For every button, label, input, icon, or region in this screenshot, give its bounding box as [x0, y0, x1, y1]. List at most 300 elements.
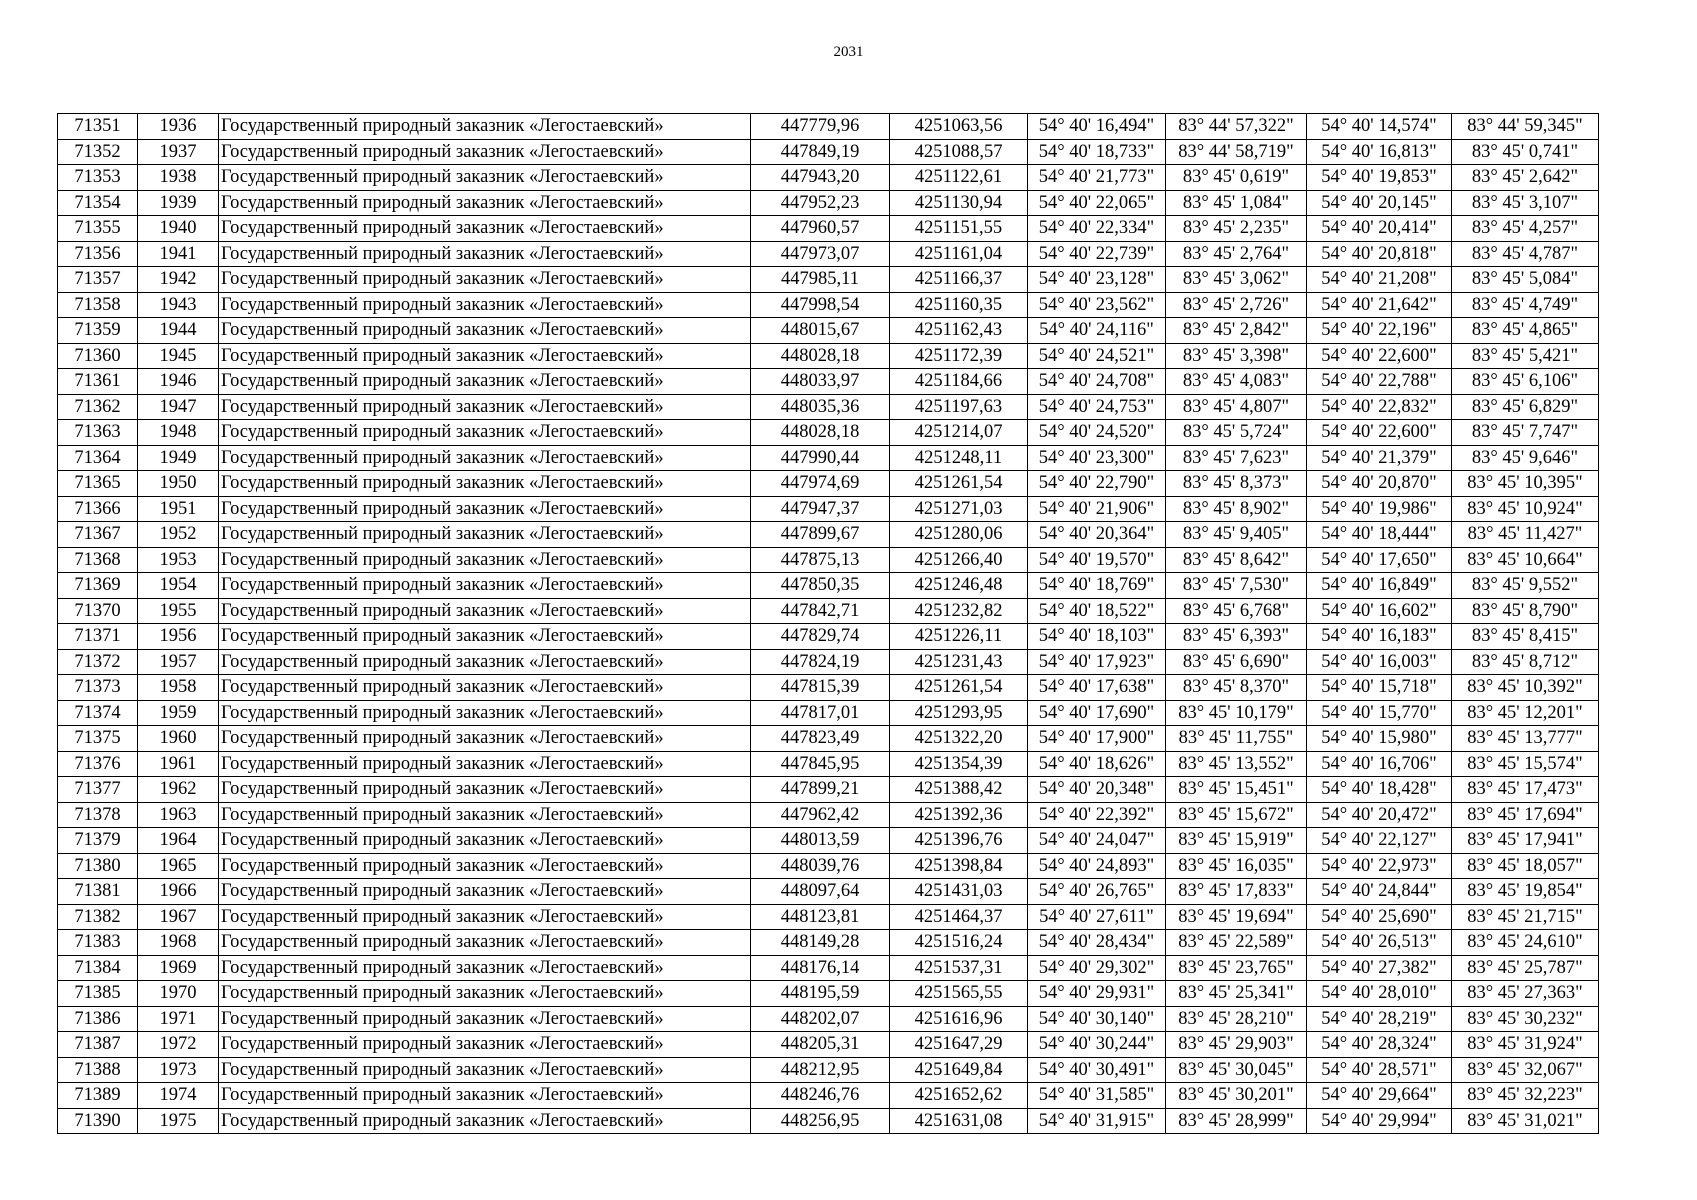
cell-x-coordinate: 447952,23 — [751, 190, 890, 216]
cell-longitude-1: 83° 45' 15,919" — [1166, 828, 1307, 854]
table-row — [58, 598, 1599, 624]
cell-y-coordinate: 4251151,55 — [890, 216, 1028, 242]
cell-latitude-2: 54° 40' 14,574" — [1307, 114, 1452, 140]
cell-latitude-2: 54° 40' 21,379" — [1307, 445, 1452, 471]
cell-latitude-2: 54° 40' 20,818" — [1307, 241, 1452, 267]
cell-row-number: 71378 — [58, 802, 138, 828]
cell-y-coordinate: 4251565,55 — [890, 981, 1028, 1007]
cell-point-number: 1959 — [138, 700, 219, 726]
cell-y-coordinate: 4251537,31 — [890, 955, 1028, 981]
cell-latitude-1: 54° 40' 22,065" — [1028, 190, 1166, 216]
cell-point-number: 1955 — [138, 598, 219, 624]
cell-longitude-1: 83° 45' 8,902" — [1166, 496, 1307, 522]
cell-x-coordinate: 447779,96 — [751, 114, 890, 140]
cell-longitude-1: 83° 45' 30,201" — [1166, 1083, 1307, 1109]
cell-longitude-2: 83° 45' 10,664" — [1452, 547, 1599, 573]
cell-latitude-2: 54° 40' 19,853" — [1307, 165, 1452, 191]
table-row — [58, 675, 1599, 701]
cell-x-coordinate: 447974,69 — [751, 471, 890, 497]
page-number: 2031 — [833, 44, 864, 60]
cell-y-coordinate: 4251246,48 — [890, 573, 1028, 599]
cell-latitude-2: 54° 40' 29,664" — [1307, 1083, 1452, 1109]
cell-row-number: 71353 — [58, 165, 138, 191]
cell-x-coordinate: 448097,64 — [751, 879, 890, 905]
cell-point-number: 1949 — [138, 445, 219, 471]
cell-y-coordinate: 4251398,84 — [890, 853, 1028, 879]
cell-x-coordinate: 448013,59 — [751, 828, 890, 854]
cell-y-coordinate: 4251647,29 — [890, 1032, 1028, 1058]
cell-latitude-2: 54° 40' 16,706" — [1307, 751, 1452, 777]
cell-row-number: 71371 — [58, 624, 138, 650]
cell-longitude-1: 83° 45' 30,045" — [1166, 1057, 1307, 1083]
cell-row-number: 71372 — [58, 649, 138, 675]
cell-y-coordinate: 4251130,94 — [890, 190, 1028, 216]
cell-latitude-1: 54° 40' 24,893" — [1028, 853, 1166, 879]
table-body — [58, 114, 1599, 1134]
cell-point-number: 1948 — [138, 420, 219, 446]
cell-longitude-2: 83° 45' 8,790" — [1452, 598, 1599, 624]
cell-row-number: 71369 — [58, 573, 138, 599]
cell-object-name: Государственный природный заказник «Легостаевский» — [219, 369, 751, 395]
cell-latitude-2: 54° 40' 28,324" — [1307, 1032, 1452, 1058]
cell-y-coordinate: 4251122,61 — [890, 165, 1028, 191]
cell-object-name: Государственный природный заказник «Легостаевский» — [219, 267, 751, 293]
cell-latitude-1: 54° 40' 24,753" — [1028, 394, 1166, 420]
cell-y-coordinate: 4251354,39 — [890, 751, 1028, 777]
cell-latitude-2: 54° 40' 22,127" — [1307, 828, 1452, 854]
cell-object-name: Государственный природный заказник «Легостаевский» — [219, 675, 751, 701]
cell-row-number: 71387 — [58, 1032, 138, 1058]
cell-longitude-1: 83° 45' 2,842" — [1166, 318, 1307, 344]
cell-longitude-2: 83° 45' 17,941" — [1452, 828, 1599, 854]
cell-latitude-2: 54° 40' 22,600" — [1307, 420, 1452, 446]
cell-x-coordinate: 447850,35 — [751, 573, 890, 599]
cell-latitude-1: 54° 40' 24,116" — [1028, 318, 1166, 344]
cell-row-number: 71354 — [58, 190, 138, 216]
cell-row-number: 71352 — [58, 139, 138, 165]
cell-longitude-1: 83° 45' 25,341" — [1166, 981, 1307, 1007]
cell-longitude-2: 83° 45' 6,106" — [1452, 369, 1599, 395]
cell-latitude-1: 54° 40' 18,103" — [1028, 624, 1166, 650]
cell-point-number: 1939 — [138, 190, 219, 216]
cell-x-coordinate: 447962,42 — [751, 802, 890, 828]
table-row — [58, 828, 1599, 854]
cell-longitude-1: 83° 44' 58,719" — [1166, 139, 1307, 165]
cell-latitude-2: 54° 40' 27,382" — [1307, 955, 1452, 981]
cell-object-name: Государственный природный заказник «Легостаевский» — [219, 190, 751, 216]
cell-point-number: 1958 — [138, 675, 219, 701]
table-row — [58, 1006, 1599, 1032]
table-row — [58, 624, 1599, 650]
cell-longitude-1: 83° 45' 2,764" — [1166, 241, 1307, 267]
cell-latitude-1: 54° 40' 22,739" — [1028, 241, 1166, 267]
cell-y-coordinate: 4251266,40 — [890, 547, 1028, 573]
table-row — [58, 343, 1599, 369]
cell-longitude-2: 83° 45' 0,741" — [1452, 139, 1599, 165]
cell-latitude-2: 54° 40' 28,571" — [1307, 1057, 1452, 1083]
cell-row-number: 71360 — [58, 343, 138, 369]
table-row — [58, 369, 1599, 395]
cell-object-name: Государственный природный заказник «Легостаевский» — [219, 879, 751, 905]
cell-x-coordinate: 448246,76 — [751, 1083, 890, 1109]
cell-latitude-1: 54° 40' 22,392" — [1028, 802, 1166, 828]
cell-longitude-2: 83° 45' 9,646" — [1452, 445, 1599, 471]
cell-object-name: Государственный природный заказник «Легостаевский» — [219, 777, 751, 803]
cell-object-name: Государственный природный заказник «Легостаевский» — [219, 955, 751, 981]
cell-latitude-1: 54° 40' 29,931" — [1028, 981, 1166, 1007]
cell-x-coordinate: 448202,07 — [751, 1006, 890, 1032]
cell-object-name: Государственный природный заказник «Легостаевский» — [219, 624, 751, 650]
cell-longitude-1: 83° 45' 1,084" — [1166, 190, 1307, 216]
cell-latitude-2: 54° 40' 16,003" — [1307, 649, 1452, 675]
cell-longitude-1: 83° 45' 4,807" — [1166, 394, 1307, 420]
cell-row-number: 71380 — [58, 853, 138, 879]
cell-longitude-1: 83° 45' 4,083" — [1166, 369, 1307, 395]
cell-longitude-2: 83° 45' 10,395" — [1452, 471, 1599, 497]
cell-longitude-2: 83° 45' 18,057" — [1452, 853, 1599, 879]
table-row — [58, 904, 1599, 930]
table-row — [58, 879, 1599, 905]
cell-object-name: Государственный природный заказник «Легостаевский» — [219, 114, 751, 140]
cell-longitude-1: 83° 45' 28,999" — [1166, 1108, 1307, 1134]
cell-latitude-2: 54° 40' 26,513" — [1307, 930, 1452, 956]
cell-point-number: 1953 — [138, 547, 219, 573]
cell-row-number: 71388 — [58, 1057, 138, 1083]
cell-row-number: 71366 — [58, 496, 138, 522]
cell-point-number: 1945 — [138, 343, 219, 369]
cell-longitude-1: 83° 45' 8,642" — [1166, 547, 1307, 573]
table-row — [58, 267, 1599, 293]
cell-object-name: Государственный природный заказник «Легостаевский» — [219, 318, 751, 344]
cell-longitude-2: 83° 45' 31,021" — [1452, 1108, 1599, 1134]
cell-point-number: 1972 — [138, 1032, 219, 1058]
cell-x-coordinate: 447817,01 — [751, 700, 890, 726]
cell-object-name: Государственный природный заказник «Легостаевский» — [219, 598, 751, 624]
cell-latitude-2: 54° 40' 16,183" — [1307, 624, 1452, 650]
table-row — [58, 981, 1599, 1007]
cell-latitude-2: 54° 40' 28,219" — [1307, 1006, 1452, 1032]
cell-longitude-1: 83° 45' 7,530" — [1166, 573, 1307, 599]
cell-y-coordinate: 4251271,03 — [890, 496, 1028, 522]
cell-longitude-2: 83° 45' 9,552" — [1452, 573, 1599, 599]
table-row — [58, 522, 1599, 548]
cell-longitude-2: 83° 45' 27,363" — [1452, 981, 1599, 1007]
cell-row-number: 71389 — [58, 1083, 138, 1109]
cell-row-number: 71363 — [58, 420, 138, 446]
cell-longitude-2: 83° 45' 5,421" — [1452, 343, 1599, 369]
cell-object-name: Государственный природный заказник «Легостаевский» — [219, 1032, 751, 1058]
cell-latitude-1: 54° 40' 20,364" — [1028, 522, 1166, 548]
cell-row-number: 71358 — [58, 292, 138, 318]
cell-object-name: Государственный природный заказник «Легостаевский» — [219, 828, 751, 854]
cell-longitude-1: 83° 45' 15,672" — [1166, 802, 1307, 828]
cell-y-coordinate: 4251166,37 — [890, 267, 1028, 293]
cell-latitude-1: 54° 40' 21,773" — [1028, 165, 1166, 191]
cell-object-name: Государственный природный заказник «Легостаевский» — [219, 981, 751, 1007]
cell-latitude-2: 54° 40' 16,849" — [1307, 573, 1452, 599]
cell-x-coordinate: 447947,37 — [751, 496, 890, 522]
cell-point-number: 1954 — [138, 573, 219, 599]
cell-latitude-1: 54° 40' 17,900" — [1028, 726, 1166, 752]
cell-latitude-2: 54° 40' 22,832" — [1307, 394, 1452, 420]
cell-longitude-2: 83° 45' 21,715" — [1452, 904, 1599, 930]
cell-longitude-2: 83° 45' 4,787" — [1452, 241, 1599, 267]
cell-row-number: 71386 — [58, 1006, 138, 1032]
cell-longitude-2: 83° 45' 25,787" — [1452, 955, 1599, 981]
cell-point-number: 1962 — [138, 777, 219, 803]
cell-latitude-1: 54° 40' 18,626" — [1028, 751, 1166, 777]
cell-point-number: 1963 — [138, 802, 219, 828]
cell-y-coordinate: 4251088,57 — [890, 139, 1028, 165]
cell-latitude-2: 54° 40' 21,642" — [1307, 292, 1452, 318]
cell-longitude-2: 83° 45' 10,924" — [1452, 496, 1599, 522]
table-row — [58, 216, 1599, 242]
cell-object-name: Государственный природный заказник «Легостаевский» — [219, 1083, 751, 1109]
cell-x-coordinate: 448039,76 — [751, 853, 890, 879]
cell-longitude-2: 83° 45' 17,473" — [1452, 777, 1599, 803]
table-row — [58, 777, 1599, 803]
cell-latitude-1: 54° 40' 17,690" — [1028, 700, 1166, 726]
cell-object-name: Государственный природный заказник «Легостаевский» — [219, 1108, 751, 1134]
cell-y-coordinate: 4251063,56 — [890, 114, 1028, 140]
cell-object-name: Государственный природный заказник «Легостаевский» — [219, 522, 751, 548]
cell-point-number: 1947 — [138, 394, 219, 420]
cell-longitude-2: 83° 45' 3,107" — [1452, 190, 1599, 216]
cell-row-number: 71383 — [58, 930, 138, 956]
cell-object-name: Государственный природный заказник «Легостаевский» — [219, 726, 751, 752]
cell-object-name: Государственный природный заказник «Легостаевский» — [219, 420, 751, 446]
cell-y-coordinate: 4251322,20 — [890, 726, 1028, 752]
cell-latitude-1: 54° 40' 21,906" — [1028, 496, 1166, 522]
cell-longitude-1: 83° 45' 29,903" — [1166, 1032, 1307, 1058]
cell-object-name: Государственный природный заказник «Легостаевский» — [219, 1006, 751, 1032]
cell-x-coordinate: 448176,14 — [751, 955, 890, 981]
cell-point-number: 1961 — [138, 751, 219, 777]
cell-y-coordinate: 4251616,96 — [890, 1006, 1028, 1032]
cell-row-number: 71370 — [58, 598, 138, 624]
cell-point-number: 1937 — [138, 139, 219, 165]
cell-latitude-1: 54° 40' 23,562" — [1028, 292, 1166, 318]
cell-point-number: 1943 — [138, 292, 219, 318]
cell-longitude-1: 83° 45' 3,062" — [1166, 267, 1307, 293]
cell-latitude-2: 54° 40' 18,444" — [1307, 522, 1452, 548]
cell-x-coordinate: 447875,13 — [751, 547, 890, 573]
cell-object-name: Государственный природный заказник «Легостаевский» — [219, 904, 751, 930]
cell-object-name: Государственный природный заказник «Легостаевский» — [219, 573, 751, 599]
cell-latitude-2: 54° 40' 22,600" — [1307, 343, 1452, 369]
cell-point-number: 1973 — [138, 1057, 219, 1083]
cell-latitude-2: 54° 40' 29,994" — [1307, 1108, 1452, 1134]
cell-longitude-2: 83° 45' 6,829" — [1452, 394, 1599, 420]
cell-x-coordinate: 448035,36 — [751, 394, 890, 420]
table-row — [58, 573, 1599, 599]
cell-longitude-1: 83° 45' 10,179" — [1166, 700, 1307, 726]
cell-row-number: 71385 — [58, 981, 138, 1007]
cell-y-coordinate: 4251162,43 — [890, 318, 1028, 344]
cell-y-coordinate: 4251184,66 — [890, 369, 1028, 395]
cell-x-coordinate: 447899,21 — [751, 777, 890, 803]
cell-latitude-1: 54° 40' 23,300" — [1028, 445, 1166, 471]
cell-object-name: Государственный природный заказник «Легостаевский» — [219, 496, 751, 522]
cell-object-name: Государственный природный заказник «Легостаевский» — [219, 292, 751, 318]
table-row — [58, 1057, 1599, 1083]
cell-row-number: 71359 — [58, 318, 138, 344]
cell-latitude-2: 54° 40' 20,870" — [1307, 471, 1452, 497]
cell-longitude-2: 83° 45' 5,084" — [1452, 267, 1599, 293]
cell-row-number: 71381 — [58, 879, 138, 905]
cell-point-number: 1965 — [138, 853, 219, 879]
cell-latitude-2: 54° 40' 28,010" — [1307, 981, 1452, 1007]
cell-longitude-2: 83° 45' 32,223" — [1452, 1083, 1599, 1109]
table-row — [58, 139, 1599, 165]
cell-x-coordinate: 448123,81 — [751, 904, 890, 930]
cell-longitude-2: 83° 45' 24,610" — [1452, 930, 1599, 956]
cell-latitude-2: 54° 40' 15,980" — [1307, 726, 1452, 752]
cell-latitude-2: 54° 40' 22,973" — [1307, 853, 1452, 879]
cell-x-coordinate: 448212,95 — [751, 1057, 890, 1083]
cell-y-coordinate: 4251649,84 — [890, 1057, 1028, 1083]
cell-row-number: 71376 — [58, 751, 138, 777]
cell-point-number: 1966 — [138, 879, 219, 905]
cell-latitude-2: 54° 40' 22,196" — [1307, 318, 1452, 344]
cell-row-number: 71373 — [58, 675, 138, 701]
cell-point-number: 1946 — [138, 369, 219, 395]
cell-y-coordinate: 4251172,39 — [890, 343, 1028, 369]
cell-latitude-2: 54° 40' 20,472" — [1307, 802, 1452, 828]
cell-latitude-1: 54° 40' 29,302" — [1028, 955, 1166, 981]
cell-row-number: 71382 — [58, 904, 138, 930]
coordinates-table — [57, 113, 1599, 1134]
table-row — [58, 292, 1599, 318]
cell-latitude-2: 54° 40' 19,986" — [1307, 496, 1452, 522]
cell-latitude-1: 54° 40' 22,334" — [1028, 216, 1166, 242]
table-row — [58, 318, 1599, 344]
cell-y-coordinate: 4251214,07 — [890, 420, 1028, 446]
cell-object-name: Государственный природный заказник «Легостаевский» — [219, 165, 751, 191]
cell-longitude-2: 83° 45' 13,777" — [1452, 726, 1599, 752]
cell-latitude-1: 54° 40' 20,348" — [1028, 777, 1166, 803]
cell-object-name: Государственный природный заказник «Легостаевский» — [219, 751, 751, 777]
cell-x-coordinate: 448015,67 — [751, 318, 890, 344]
cell-latitude-1: 54° 40' 31,915" — [1028, 1108, 1166, 1134]
cell-longitude-2: 83° 45' 8,712" — [1452, 649, 1599, 675]
cell-point-number: 1951 — [138, 496, 219, 522]
cell-latitude-1: 54° 40' 26,765" — [1028, 879, 1166, 905]
cell-latitude-1: 54° 40' 18,769" — [1028, 573, 1166, 599]
cell-row-number: 71351 — [58, 114, 138, 140]
cell-object-name: Государственный природный заказник «Легостаевский» — [219, 445, 751, 471]
cell-longitude-1: 83° 45' 6,393" — [1166, 624, 1307, 650]
cell-latitude-2: 54° 40' 22,788" — [1307, 369, 1452, 395]
cell-point-number: 1957 — [138, 649, 219, 675]
cell-row-number: 71361 — [58, 369, 138, 395]
cell-longitude-1: 83° 45' 8,370" — [1166, 675, 1307, 701]
cell-y-coordinate: 4251261,54 — [890, 471, 1028, 497]
cell-y-coordinate: 4251226,11 — [890, 624, 1028, 650]
cell-x-coordinate: 447823,49 — [751, 726, 890, 752]
cell-latitude-2: 54° 40' 15,770" — [1307, 700, 1452, 726]
cell-longitude-1: 83° 45' 5,724" — [1166, 420, 1307, 446]
cell-row-number: 71365 — [58, 471, 138, 497]
cell-x-coordinate: 448033,97 — [751, 369, 890, 395]
cell-latitude-1: 54° 40' 27,611" — [1028, 904, 1166, 930]
cell-longitude-1: 83° 45' 23,765" — [1166, 955, 1307, 981]
cell-longitude-2: 83° 45' 4,865" — [1452, 318, 1599, 344]
cell-object-name: Государственный природный заказник «Легостаевский» — [219, 802, 751, 828]
cell-x-coordinate: 447943,20 — [751, 165, 890, 191]
cell-longitude-1: 83° 45' 3,398" — [1166, 343, 1307, 369]
cell-latitude-1: 54° 40' 23,128" — [1028, 267, 1166, 293]
cell-y-coordinate: 4251516,24 — [890, 930, 1028, 956]
cell-y-coordinate: 4251231,43 — [890, 649, 1028, 675]
table-row — [58, 751, 1599, 777]
cell-y-coordinate: 4251160,35 — [890, 292, 1028, 318]
cell-longitude-2: 83° 45' 10,392" — [1452, 675, 1599, 701]
cell-latitude-1: 54° 40' 30,491" — [1028, 1057, 1166, 1083]
cell-latitude-1: 54° 40' 24,521" — [1028, 343, 1166, 369]
cell-point-number: 1974 — [138, 1083, 219, 1109]
cell-row-number: 71355 — [58, 216, 138, 242]
cell-row-number: 71357 — [58, 267, 138, 293]
cell-x-coordinate: 448028,18 — [751, 343, 890, 369]
cell-object-name: Государственный природный заказник «Легостаевский» — [219, 394, 751, 420]
cell-y-coordinate: 4251161,04 — [890, 241, 1028, 267]
cell-latitude-2: 54° 40' 16,813" — [1307, 139, 1452, 165]
cell-longitude-2: 83° 45' 12,201" — [1452, 700, 1599, 726]
cell-object-name: Государственный природный заказник «Легостаевский» — [219, 241, 751, 267]
cell-y-coordinate: 4251652,62 — [890, 1083, 1028, 1109]
cell-x-coordinate: 447815,39 — [751, 675, 890, 701]
cell-longitude-1: 83° 45' 22,589" — [1166, 930, 1307, 956]
cell-point-number: 1969 — [138, 955, 219, 981]
cell-x-coordinate: 447849,19 — [751, 139, 890, 165]
cell-latitude-1: 54° 40' 28,434" — [1028, 930, 1166, 956]
cell-row-number: 71368 — [58, 547, 138, 573]
cell-longitude-1: 83° 45' 11,755" — [1166, 726, 1307, 752]
cell-row-number: 71364 — [58, 445, 138, 471]
cell-longitude-1: 83° 45' 0,619" — [1166, 165, 1307, 191]
cell-y-coordinate: 4251197,63 — [890, 394, 1028, 420]
cell-point-number: 1950 — [138, 471, 219, 497]
cell-y-coordinate: 4251392,36 — [890, 802, 1028, 828]
cell-point-number: 1940 — [138, 216, 219, 242]
cell-latitude-1: 54° 40' 24,047" — [1028, 828, 1166, 854]
cell-x-coordinate: 447985,11 — [751, 267, 890, 293]
cell-point-number: 1936 — [138, 114, 219, 140]
table-row — [58, 547, 1599, 573]
cell-y-coordinate: 4251261,54 — [890, 675, 1028, 701]
table-row — [58, 190, 1599, 216]
cell-longitude-2: 83° 45' 4,749" — [1452, 292, 1599, 318]
cell-y-coordinate: 4251396,76 — [890, 828, 1028, 854]
cell-latitude-1: 54° 40' 18,522" — [1028, 598, 1166, 624]
cell-longitude-1: 83° 45' 16,035" — [1166, 853, 1307, 879]
cell-longitude-2: 83° 45' 17,694" — [1452, 802, 1599, 828]
cell-x-coordinate: 447998,54 — [751, 292, 890, 318]
cell-y-coordinate: 4251631,08 — [890, 1108, 1028, 1134]
cell-x-coordinate: 447960,57 — [751, 216, 890, 242]
cell-longitude-1: 83° 45' 28,210" — [1166, 1006, 1307, 1032]
cell-object-name: Государственный природный заказник «Легостаевский» — [219, 649, 751, 675]
cell-point-number: 1952 — [138, 522, 219, 548]
table-row — [58, 496, 1599, 522]
cell-latitude-1: 54° 40' 16,494" — [1028, 114, 1166, 140]
cell-longitude-1: 83° 44' 57,322" — [1166, 114, 1307, 140]
cell-latitude-1: 54° 40' 24,520" — [1028, 420, 1166, 446]
cell-latitude-1: 54° 40' 30,140" — [1028, 1006, 1166, 1032]
cell-longitude-2: 83° 45' 31,924" — [1452, 1032, 1599, 1058]
cell-x-coordinate: 448195,59 — [751, 981, 890, 1007]
